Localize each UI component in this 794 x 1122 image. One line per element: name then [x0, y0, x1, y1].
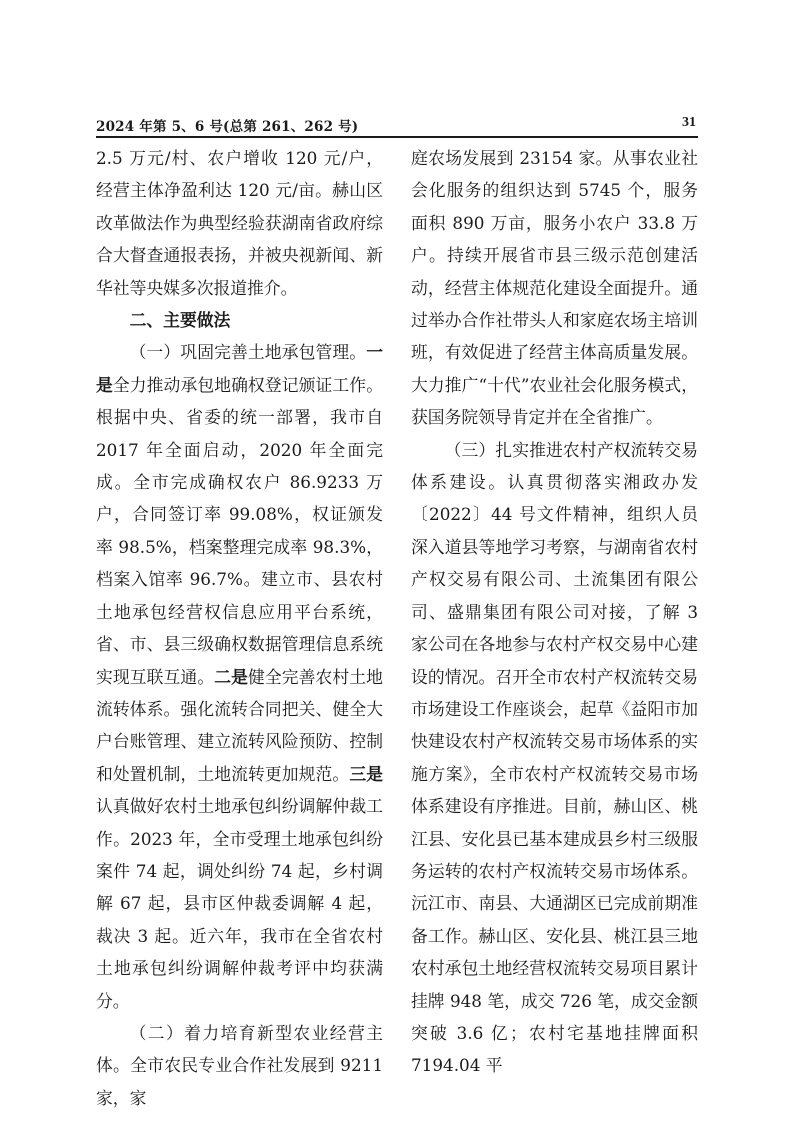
left-column [96, 142, 383, 1114]
paragraph-text: 认真贯彻落实湘政办发〔2022〕44 号文件精神，组织人员深入道县等地学习考察，与湖南省农村产权交易有限公司、土流集团有限公司、盛鼎集团有限公司对接，了解 3 家公司在各地参与农村产权交易中心建设的情况。召开全市农村产权流转交易市场建设工作座谈会，起草《益阳市加快建设农村产权流转交易市场体系的实施方案》，全市农村产权流转交易市场体系建设有序推进。目前，赫山区、桃江县、安化县已基本建成县乡村三级服务运转的农村产权流转交易市场体系。沅江市、南县、大通湖区已完成前期准备工作。赫山区、安化县、桃江县三地农村承包土地经营权流转交易项目累计挂牌 948 笔，成交 726 笔，成交金额突破 3.6 亿；农村宅基地挂牌面积 7194.04 平 [411, 472, 698, 1076]
paragraph: 2.5 万元/村、农户增收 120 元/户，经营主体净盈利达 120 元/亩。赫山区改革做法作为典型经验获湖南省政府综合大督查通报表扬，并被央视新闻、新华社等央媒多次报道推介。 [96, 148, 383, 298]
header-rule [96, 136, 698, 138]
section-heading: 二、主要做法 [129, 310, 231, 331]
paragraph-text: 全力推动承包地确权登记颁证工作。根据中央、省委的统一部署，我市自 2017 年全面启动，2020 年全面完成。全市完成确权农户 86.9233 万户，合同签订率 99.08%，权证颁发率 98.5%，档案整理完成率 98.3%，档案入馆率 96.7%。建立市、县农村土地承包经营权信息应用平台系统，省、市、县三级确权数据管理信息系统实现互联互通。 [96, 374, 383, 687]
running-header [96, 114, 698, 136]
subsection-title: （一）巩固完善土地承包管理。 [129, 342, 367, 363]
paragraph [411, 434, 698, 1082]
paragraph-text: 认真做好农村土地承包纠纷调解仲裁工作。2023 年，全市受理土地承包纠纷案件 74 起，调处纠纷 74 起，乡村调解 67 起，县市区仲裁委调解 4 起，裁决 3 起。近六年，我市在全省农村土地承包纠纷调解仲裁考评中均获满分。 [96, 796, 383, 1011]
subsection-title: （二）着力培育新型农业经营主体。 [96, 1022, 383, 1076]
subsection-title: （三）扎实推进农村产权流转交易体系建设。 [411, 439, 698, 493]
journal-issue: 2024 年第 5、6 号(总第 261、262 号) [96, 119, 359, 135]
paragraph [96, 1017, 383, 1114]
enumerator: 二是 [214, 666, 248, 687]
paragraph-text: 健全完善农村土地流转体系。强化流转合同把关、健全大户台账管理、建立流转风险预防、控制和处置机制，土地流转更加规范。 [96, 666, 383, 784]
paragraph-text: 全市农民专业合作社发展到 9211 家，家 [96, 1055, 383, 1108]
page-number: 31 [682, 115, 696, 130]
right-column [411, 142, 698, 1082]
enumerator: 一是 [96, 342, 383, 395]
paragraph: 庭农场发展到 23154 家。从事农业社会化服务的组织达到 5745 个，服务面积 890 万亩，服务小农户 33.8 万户。持续开展省市县三级示范创建活动，经营主体规范化建设全面提升。通过举办合作社带头人和家庭农场主培训班，有效促进了经营主体高质量发展。大力推广“十代”农业社会化服务模式，获国务院领导肯定并在全省推广。 [411, 148, 698, 428]
paragraph [96, 336, 383, 1017]
enumerator: 三是 [349, 763, 383, 784]
